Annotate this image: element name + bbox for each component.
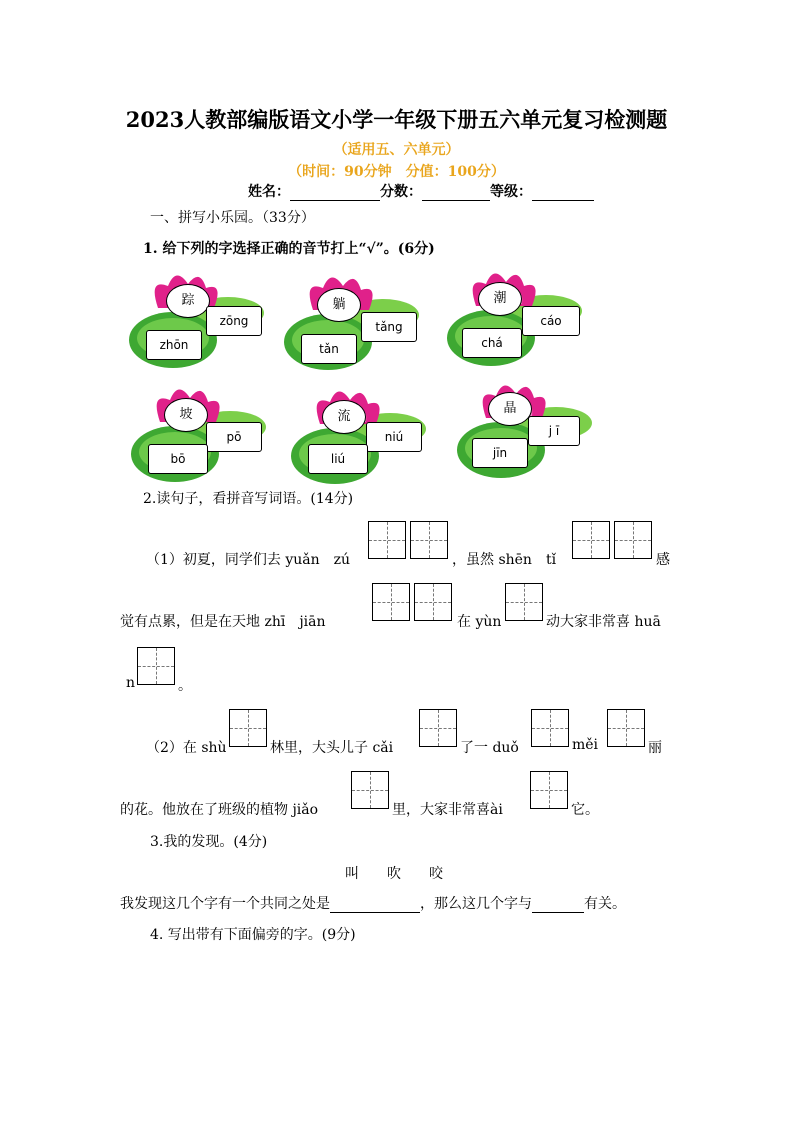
s1-text-c: 感	[656, 552, 670, 568]
pinyin-option[interactable]: cáo	[522, 306, 580, 336]
q3-blank-1[interactable]	[330, 898, 420, 913]
char-bubble: 晶	[488, 392, 532, 426]
pinyin-option[interactable]: chá	[462, 328, 522, 358]
pinyin-option[interactable]: liú	[308, 444, 368, 474]
pinyin-option[interactable]: niú	[366, 422, 422, 452]
writing-grid[interactable]	[505, 583, 543, 621]
s2-text-d: měi	[572, 737, 599, 753]
char-bubble: 流	[322, 400, 366, 434]
s1-text-b: ，虽然 shēn tǐ	[452, 552, 557, 568]
char-bubble: 坡	[164, 398, 208, 432]
writing-grid[interactable]	[531, 709, 569, 747]
s2-text-e: 丽	[648, 740, 662, 756]
name-blank[interactable]	[290, 186, 380, 201]
q1-heading: 1. 给下列的字选择正确的音节打上“√”。(6分)	[143, 241, 435, 257]
writing-grid[interactable]	[351, 771, 389, 809]
pinyin-option[interactable]: bō	[148, 444, 208, 474]
pinyin-option[interactable]: tǎng	[361, 312, 417, 342]
pinyin-option[interactable]: pō	[206, 422, 262, 452]
s2-text-h: 它。	[571, 802, 599, 818]
q3-heading: 3.我的发现。(4分)	[150, 834, 268, 850]
score-label: 分数：	[380, 184, 422, 200]
flower-item	[130, 382, 270, 482]
flower-item	[290, 384, 430, 484]
writing-grid[interactable]	[410, 521, 448, 559]
q3-text-c: 有关。	[584, 896, 626, 912]
flower-item	[446, 266, 586, 366]
char-bubble: 躺	[317, 288, 361, 322]
pinyin-option[interactable]: jīn	[472, 438, 528, 468]
s2-text-c: 了一 duǒ	[460, 740, 519, 756]
time-score-note: （时间：90分钟 分值：100分）	[288, 164, 505, 180]
writing-grid[interactable]	[530, 771, 568, 809]
s2-text-g: 里，大家非常喜ài	[392, 802, 503, 818]
q3-text-a: 我发现这几个字有一个共同之处是	[120, 896, 330, 912]
pinyin-option[interactable]: tǎn	[301, 334, 357, 364]
writing-grid[interactable]	[414, 583, 452, 621]
char-bubble: 踪	[166, 284, 210, 318]
s1-text-f: 动大家非常喜 huā	[546, 614, 661, 630]
section1-heading: 一、拼写小乐园。（33分）	[150, 210, 315, 226]
pinyin-option[interactable]: zōng	[206, 306, 262, 336]
s1-text-e: 在 yùn	[457, 614, 502, 630]
s1-text-g: n	[126, 675, 136, 691]
pinyin-option[interactable]: j ī	[528, 416, 580, 446]
grade-blank[interactable]	[532, 186, 594, 201]
q2-heading: 2.读句子，看拼音写词语。(14分)	[143, 491, 354, 507]
q3-sentence	[120, 893, 626, 913]
writing-grid[interactable]	[229, 709, 267, 747]
s2-text-b: 林里，大头儿子 cǎi	[270, 740, 394, 756]
writing-grid[interactable]	[372, 583, 410, 621]
writing-grid[interactable]	[572, 521, 610, 559]
s1-text-h: 。	[178, 678, 192, 694]
info-line	[248, 181, 594, 201]
page-title: 2023人教部编版语文小学一年级下册五六单元复习检测题	[125, 107, 668, 132]
grade-label: 等级：	[490, 184, 532, 200]
flower-item	[283, 270, 423, 370]
q4-heading: 4. 写出带有下面偏旁的字。(9分)	[150, 927, 356, 943]
score-blank[interactable]	[422, 186, 490, 201]
s2-text-a: （2）在 shù	[146, 740, 227, 756]
q3-chars: 叫 吹 咬	[345, 866, 443, 882]
char-bubble: 潮	[478, 282, 522, 316]
writing-grid[interactable]	[607, 709, 645, 747]
writing-grid[interactable]	[137, 647, 175, 685]
writing-grid[interactable]	[368, 521, 406, 559]
pinyin-option[interactable]: zhōn	[146, 330, 202, 360]
s1-text-d: 觉有点累，但是在天地 zhī jiān	[120, 614, 326, 630]
name-label: 姓名：	[248, 184, 290, 200]
s2-text-f: 的花。他放在了班级的植物 jiǎo	[120, 802, 319, 818]
s1-text-a: （1）初夏，同学们去 yuǎn zú	[146, 552, 351, 568]
flower-item	[456, 378, 596, 478]
flower-item	[128, 268, 268, 368]
q3-blank-2[interactable]	[532, 898, 584, 913]
writing-grid[interactable]	[614, 521, 652, 559]
writing-grid[interactable]	[419, 709, 457, 747]
q3-text-b: ，那么这几个字与	[420, 896, 532, 912]
scope-note: （适用五、六单元）	[333, 142, 460, 158]
